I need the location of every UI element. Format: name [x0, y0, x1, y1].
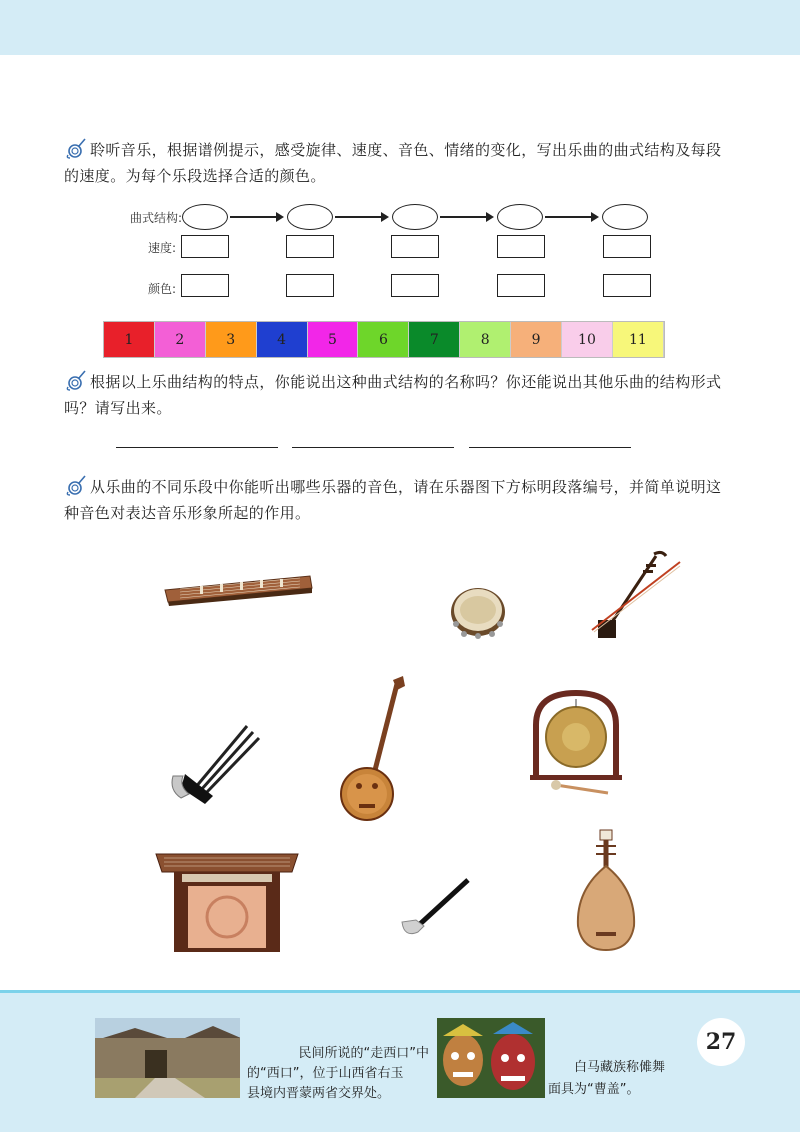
color-swatch-1[interactable]: 1	[104, 322, 155, 357]
section-oval-4[interactable]	[497, 204, 543, 230]
color-swatch-11[interactable]: 11	[613, 322, 664, 357]
color-swatch-6[interactable]: 6	[358, 322, 409, 357]
color-swatch-3[interactable]: 3	[206, 322, 257, 357]
section-oval-1[interactable]	[182, 204, 228, 230]
question-1	[64, 137, 736, 189]
color-swatch-8[interactable]: 8	[460, 322, 511, 357]
speed-label: 速度:	[147, 241, 176, 255]
french-horn-icon	[64, 137, 88, 159]
section-oval-3[interactable]	[392, 204, 438, 230]
tambourine-icon	[448, 582, 508, 644]
yangqin-icon	[152, 846, 302, 956]
answer-line-3[interactable]	[469, 447, 631, 448]
answer-line-2[interactable]	[292, 447, 454, 448]
color-label: 颜色:	[147, 282, 176, 296]
answer-line-1[interactable]	[116, 447, 278, 448]
pipa-icon	[570, 828, 640, 958]
footer-note-1-line-1: 民间所说的“走西口”中	[298, 1046, 429, 1061]
speed-box-1[interactable]	[181, 235, 229, 258]
color-swatch-10[interactable]: 10	[562, 322, 613, 357]
section-oval-2[interactable]	[287, 204, 333, 230]
ruan-icon	[335, 676, 410, 826]
clarinet-icon	[398, 876, 473, 942]
suona-icon	[165, 718, 265, 808]
footer-note-1-line-3: 县境内晋蒙两省交界处。	[247, 1086, 391, 1101]
nuo-mask-photo	[437, 1018, 545, 1098]
footer-note-2-line-1: 白马藏族称傩舞	[574, 1060, 666, 1075]
question-3-text: 从乐曲的不同乐段中你能听出哪些乐器的音色，请在乐器图下方标明段落编号，并简单说明这种音色对表达音乐形象所起的作用。	[64, 478, 722, 522]
page-number: 27	[697, 1018, 745, 1066]
color-box-2[interactable]	[286, 274, 334, 297]
footer-note-2-line-2: 面具为“曹盖”。	[548, 1082, 640, 1097]
color-swatch-4[interactable]: 4	[257, 322, 308, 357]
french-horn-icon	[64, 369, 88, 391]
color-swatch-7[interactable]: 7	[409, 322, 460, 357]
color-box-5[interactable]	[603, 274, 651, 297]
arrow-2	[335, 216, 387, 218]
color-swatch-5[interactable]: 5	[308, 322, 359, 357]
question-2	[64, 369, 736, 421]
speed-box-2[interactable]	[286, 235, 334, 258]
color-palette	[103, 321, 665, 358]
speed-box-5[interactable]	[603, 235, 651, 258]
top-banner	[0, 0, 800, 55]
gong-icon	[526, 685, 636, 795]
guzheng-icon	[160, 568, 315, 608]
section-oval-5[interactable]	[602, 204, 648, 230]
speed-box-3[interactable]	[391, 235, 439, 258]
footer-note-1-line-2: 的“西口”，位于山西省右玉	[247, 1066, 404, 1081]
city-gate-photo	[95, 1018, 240, 1098]
erhu-icon	[588, 550, 683, 645]
color-box-3[interactable]	[391, 274, 439, 297]
arrow-1	[230, 216, 282, 218]
question-1-text: 聆听音乐，根据谱例提示，感受旋律、速度、音色、情绪的变化，写出乐曲的曲式结构及每段的速度。为每个乐段选择合适的颜色。	[64, 141, 722, 185]
arrow-4	[545, 216, 597, 218]
question-2-text: 根据以上乐曲结构的特点，你能说出这种曲式结构的名称吗？你还能说出其他乐曲的结构形式吗？请写出来。	[64, 373, 722, 417]
arrow-3	[440, 216, 492, 218]
color-box-4[interactable]	[497, 274, 545, 297]
structure-label: 曲式结构:	[129, 211, 182, 225]
question-3	[64, 474, 736, 526]
color-box-1[interactable]	[181, 274, 229, 297]
speed-box-4[interactable]	[497, 235, 545, 258]
french-horn-icon	[64, 474, 88, 496]
color-swatch-9[interactable]: 9	[511, 322, 562, 357]
color-swatch-2[interactable]: 2	[155, 322, 206, 357]
